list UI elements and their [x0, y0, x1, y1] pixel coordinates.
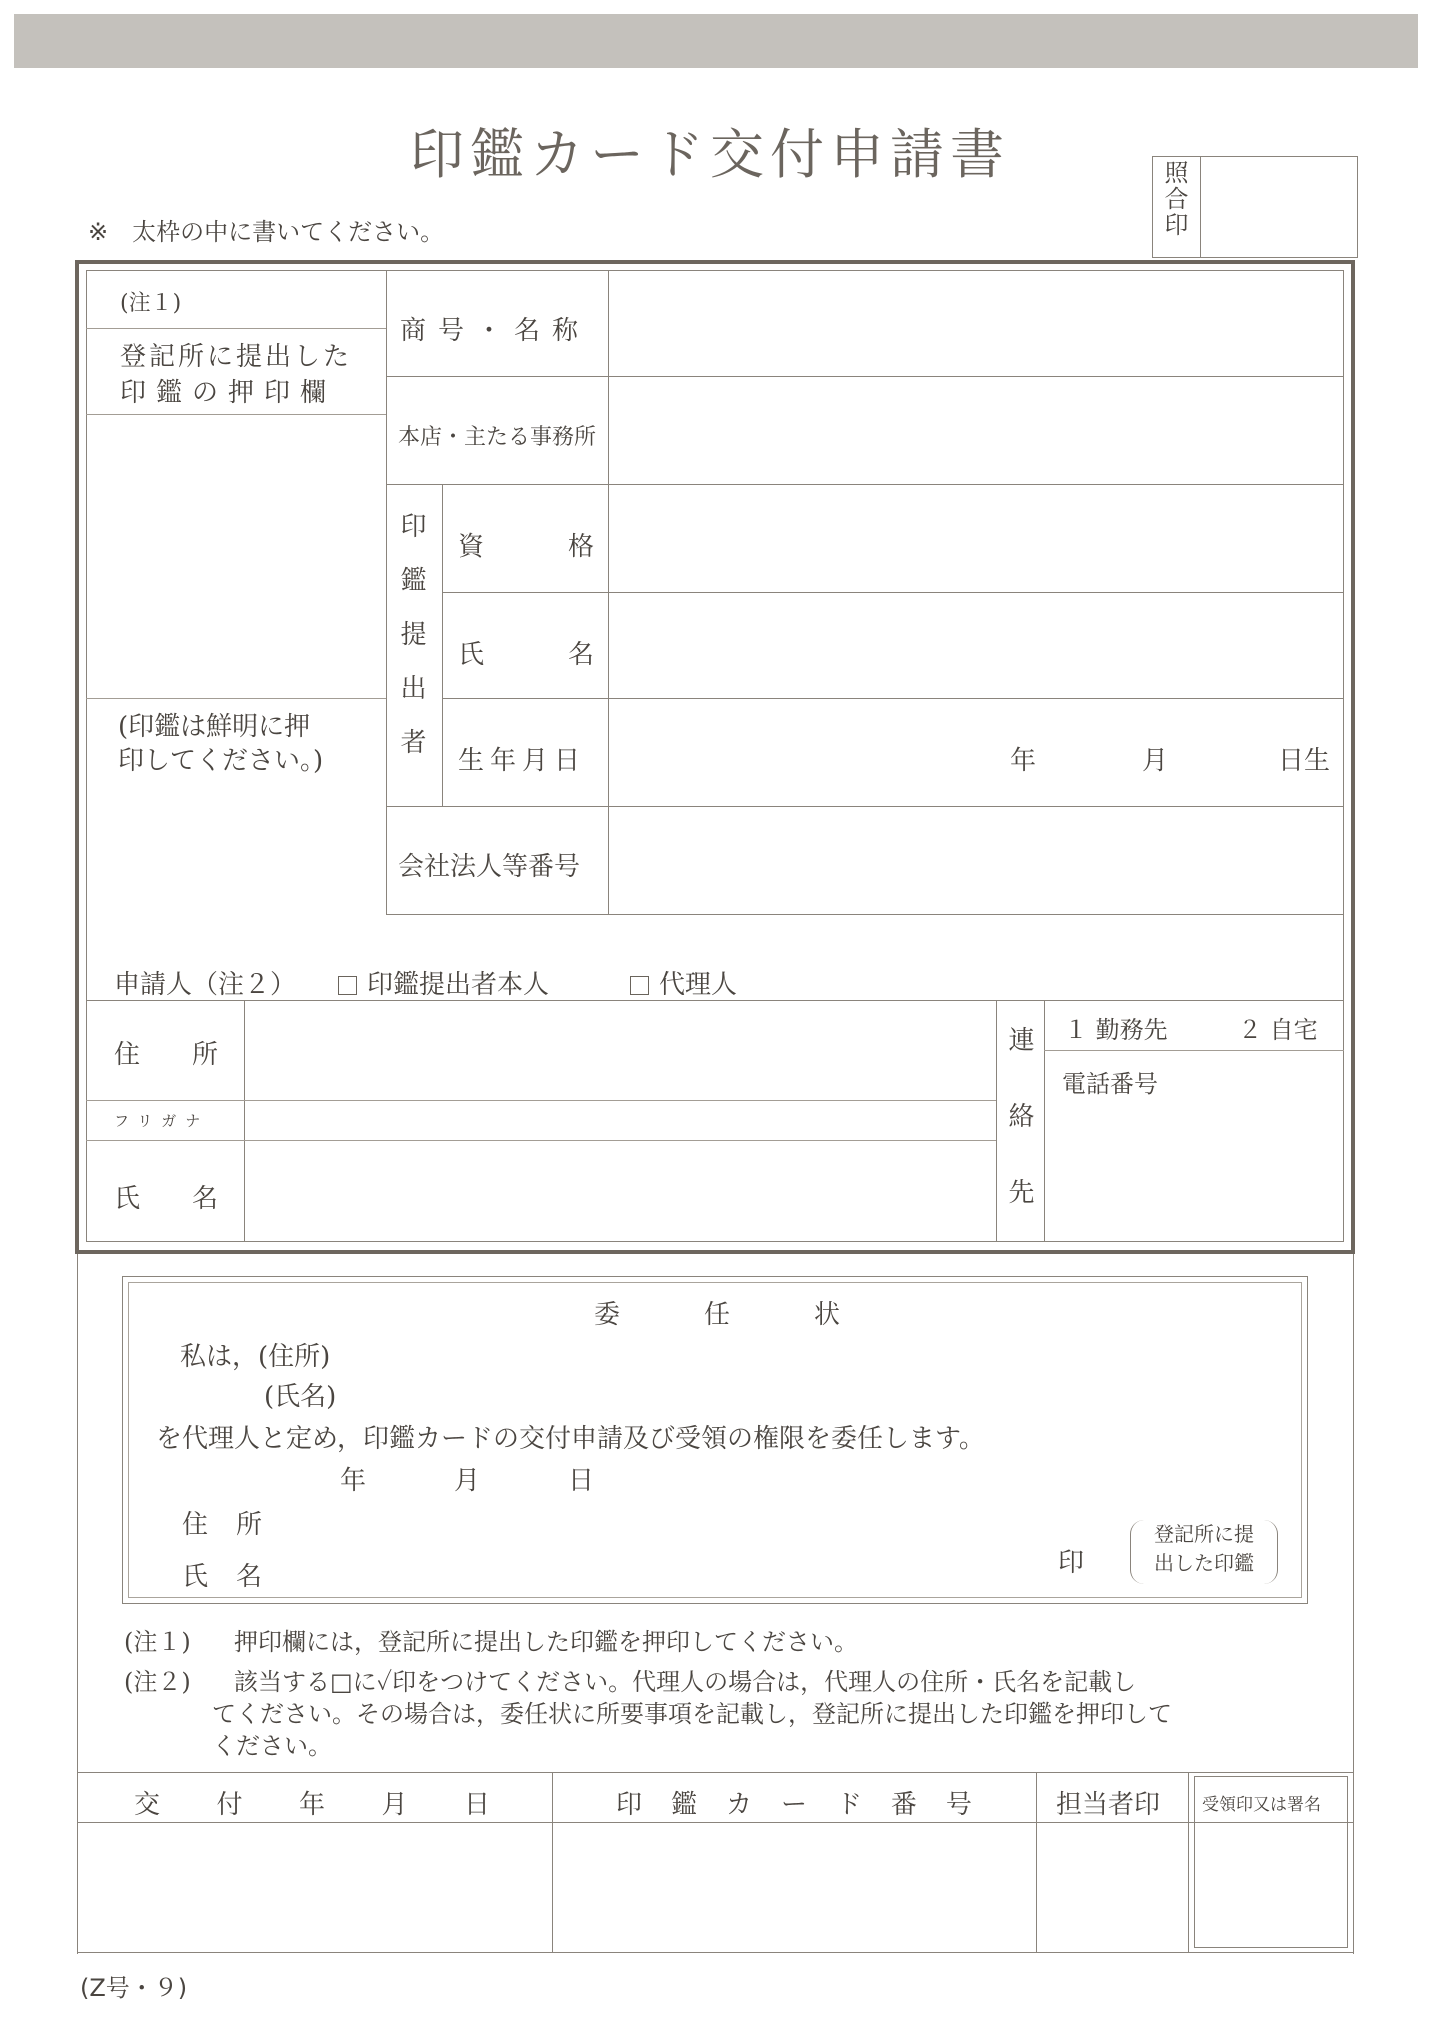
- company-name-label: 商号・名称: [400, 316, 591, 346]
- qualification-field[interactable]: [610, 486, 1342, 590]
- note1-ref: (注１): [124, 1628, 191, 1656]
- proxy-line2: (氏名): [264, 1382, 337, 1412]
- submitter-group-label: 印鑑提出者: [396, 512, 426, 782]
- submitter-name-field[interactable]: [610, 594, 1342, 696]
- card-number-field[interactable]: [554, 1824, 1034, 1950]
- proxy-address-field[interactable]: [360, 1334, 1260, 1368]
- proxy-day-unit: 日: [568, 1466, 595, 1496]
- seal-heading-line1: 登記所に提出した: [120, 342, 353, 372]
- proxy-name-field[interactable]: [360, 1374, 1260, 1408]
- issue-date-field[interactable]: [79, 1824, 550, 1950]
- proxy-seal-mark: 印: [1058, 1548, 1085, 1578]
- collation-seal-label: 照合印: [1160, 160, 1188, 238]
- contact-label: 連絡先: [1004, 1026, 1034, 1254]
- checkbox-agent[interactable]: [630, 976, 649, 995]
- head-office-label: 本店・主たる事務所: [398, 425, 597, 450]
- proxy-address-label: 住 所: [182, 1510, 262, 1540]
- staff-seal-field[interactable]: [1038, 1824, 1186, 1950]
- receipt-field[interactable]: [1196, 1824, 1346, 1946]
- seal-heading-line2: 印鑑の押印欄: [120, 378, 337, 408]
- birth-month-unit: 月: [1142, 746, 1169, 776]
- submitter-name-label: 氏 名: [458, 640, 594, 670]
- qualification-label: 資 格: [458, 532, 594, 562]
- contact-workplace-option[interactable]: １ 勤務先: [1064, 1016, 1168, 1044]
- note2-line3: ください。: [212, 1732, 332, 1760]
- proxy-line3: を代理人と定め，印鑑カードの交付申請及び受領の権限を委任します。: [156, 1424, 985, 1454]
- proxy-line1: 私は，(住所): [180, 1342, 331, 1372]
- receipt-label: 受領印又は署名: [1202, 1795, 1321, 1815]
- birthdate-label: 生年月日: [458, 746, 587, 776]
- page-title: 印鑑カード交付申請書: [410, 123, 1010, 186]
- header-band: [14, 14, 1418, 68]
- card-number-label: 印 鑑 カ ー ド 番 号: [616, 1790, 972, 1820]
- seal-clarity-note-line2: 印してください。): [118, 746, 324, 776]
- applicant-furigana-label: フリガナ: [114, 1112, 210, 1130]
- note2-line2: てください。その場合は，委任状に所要事項を記載し，登記所に提出した印鑑を押印して: [212, 1700, 1172, 1728]
- birth-year-unit: 年: [1010, 746, 1037, 776]
- issue-date-label: 交 付 年 月 日: [134, 1790, 490, 1820]
- seal-clarity-note-line1: (印鑑は鮮明に押: [118, 712, 311, 742]
- form-code: (Z号・９): [80, 1974, 188, 2002]
- applicant-name-label: 氏 名: [114, 1184, 218, 1214]
- seal-note-ref: (注１): [120, 291, 182, 316]
- contact-home-option[interactable]: ２ 自宅: [1238, 1016, 1318, 1044]
- applicant-name-field[interactable]: [246, 1142, 994, 1240]
- applicant-furigana-field[interactable]: [246, 1102, 994, 1138]
- note1-text: 押印欄には，登記所に提出した印鑑を押印してください。: [234, 1628, 858, 1656]
- instruction-text: ※ 太枠の中に書いてください。: [88, 218, 445, 246]
- applicant-option-agent[interactable]: 代理人: [630, 964, 737, 1001]
- phone-field[interactable]: [1046, 1100, 1342, 1240]
- corp-number-field[interactable]: [610, 808, 1342, 912]
- note2-line1: 該当する□に✓印をつけてください。代理人の場合は，代理人の住所・氏名を記載し: [234, 1668, 1137, 1696]
- proxy-year-unit: 年: [340, 1466, 367, 1496]
- birthdate-field[interactable]: [610, 700, 990, 804]
- head-office-field[interactable]: [610, 378, 1342, 482]
- staff-seal-label: 担当者印: [1056, 1790, 1161, 1820]
- company-name-field[interactable]: [610, 272, 1342, 374]
- corp-number-label: 会社法人等番号: [398, 852, 581, 882]
- seal-stamp-area[interactable]: [88, 416, 384, 696]
- proxy-name-label: 氏 名: [182, 1562, 262, 1592]
- applicant-address-field[interactable]: [246, 1002, 994, 1098]
- birth-day-unit: 日生: [1278, 746, 1331, 776]
- checkbox-self[interactable]: [338, 976, 357, 995]
- proxy-month-unit: 月: [454, 1466, 481, 1496]
- proxy-seal-note: 登記所に提 出した印鑑: [1130, 1520, 1278, 1584]
- note2-ref: (注２): [124, 1668, 191, 1696]
- applicant-option-self[interactable]: 印鑑提出者本人: [338, 964, 549, 1001]
- applicant-address-label: 住 所: [114, 1040, 218, 1070]
- applicant-label: 申請人（注２）: [114, 970, 297, 1000]
- proxy-title: 委 任 状: [594, 1300, 840, 1330]
- phone-label: 電話番号: [1062, 1070, 1158, 1098]
